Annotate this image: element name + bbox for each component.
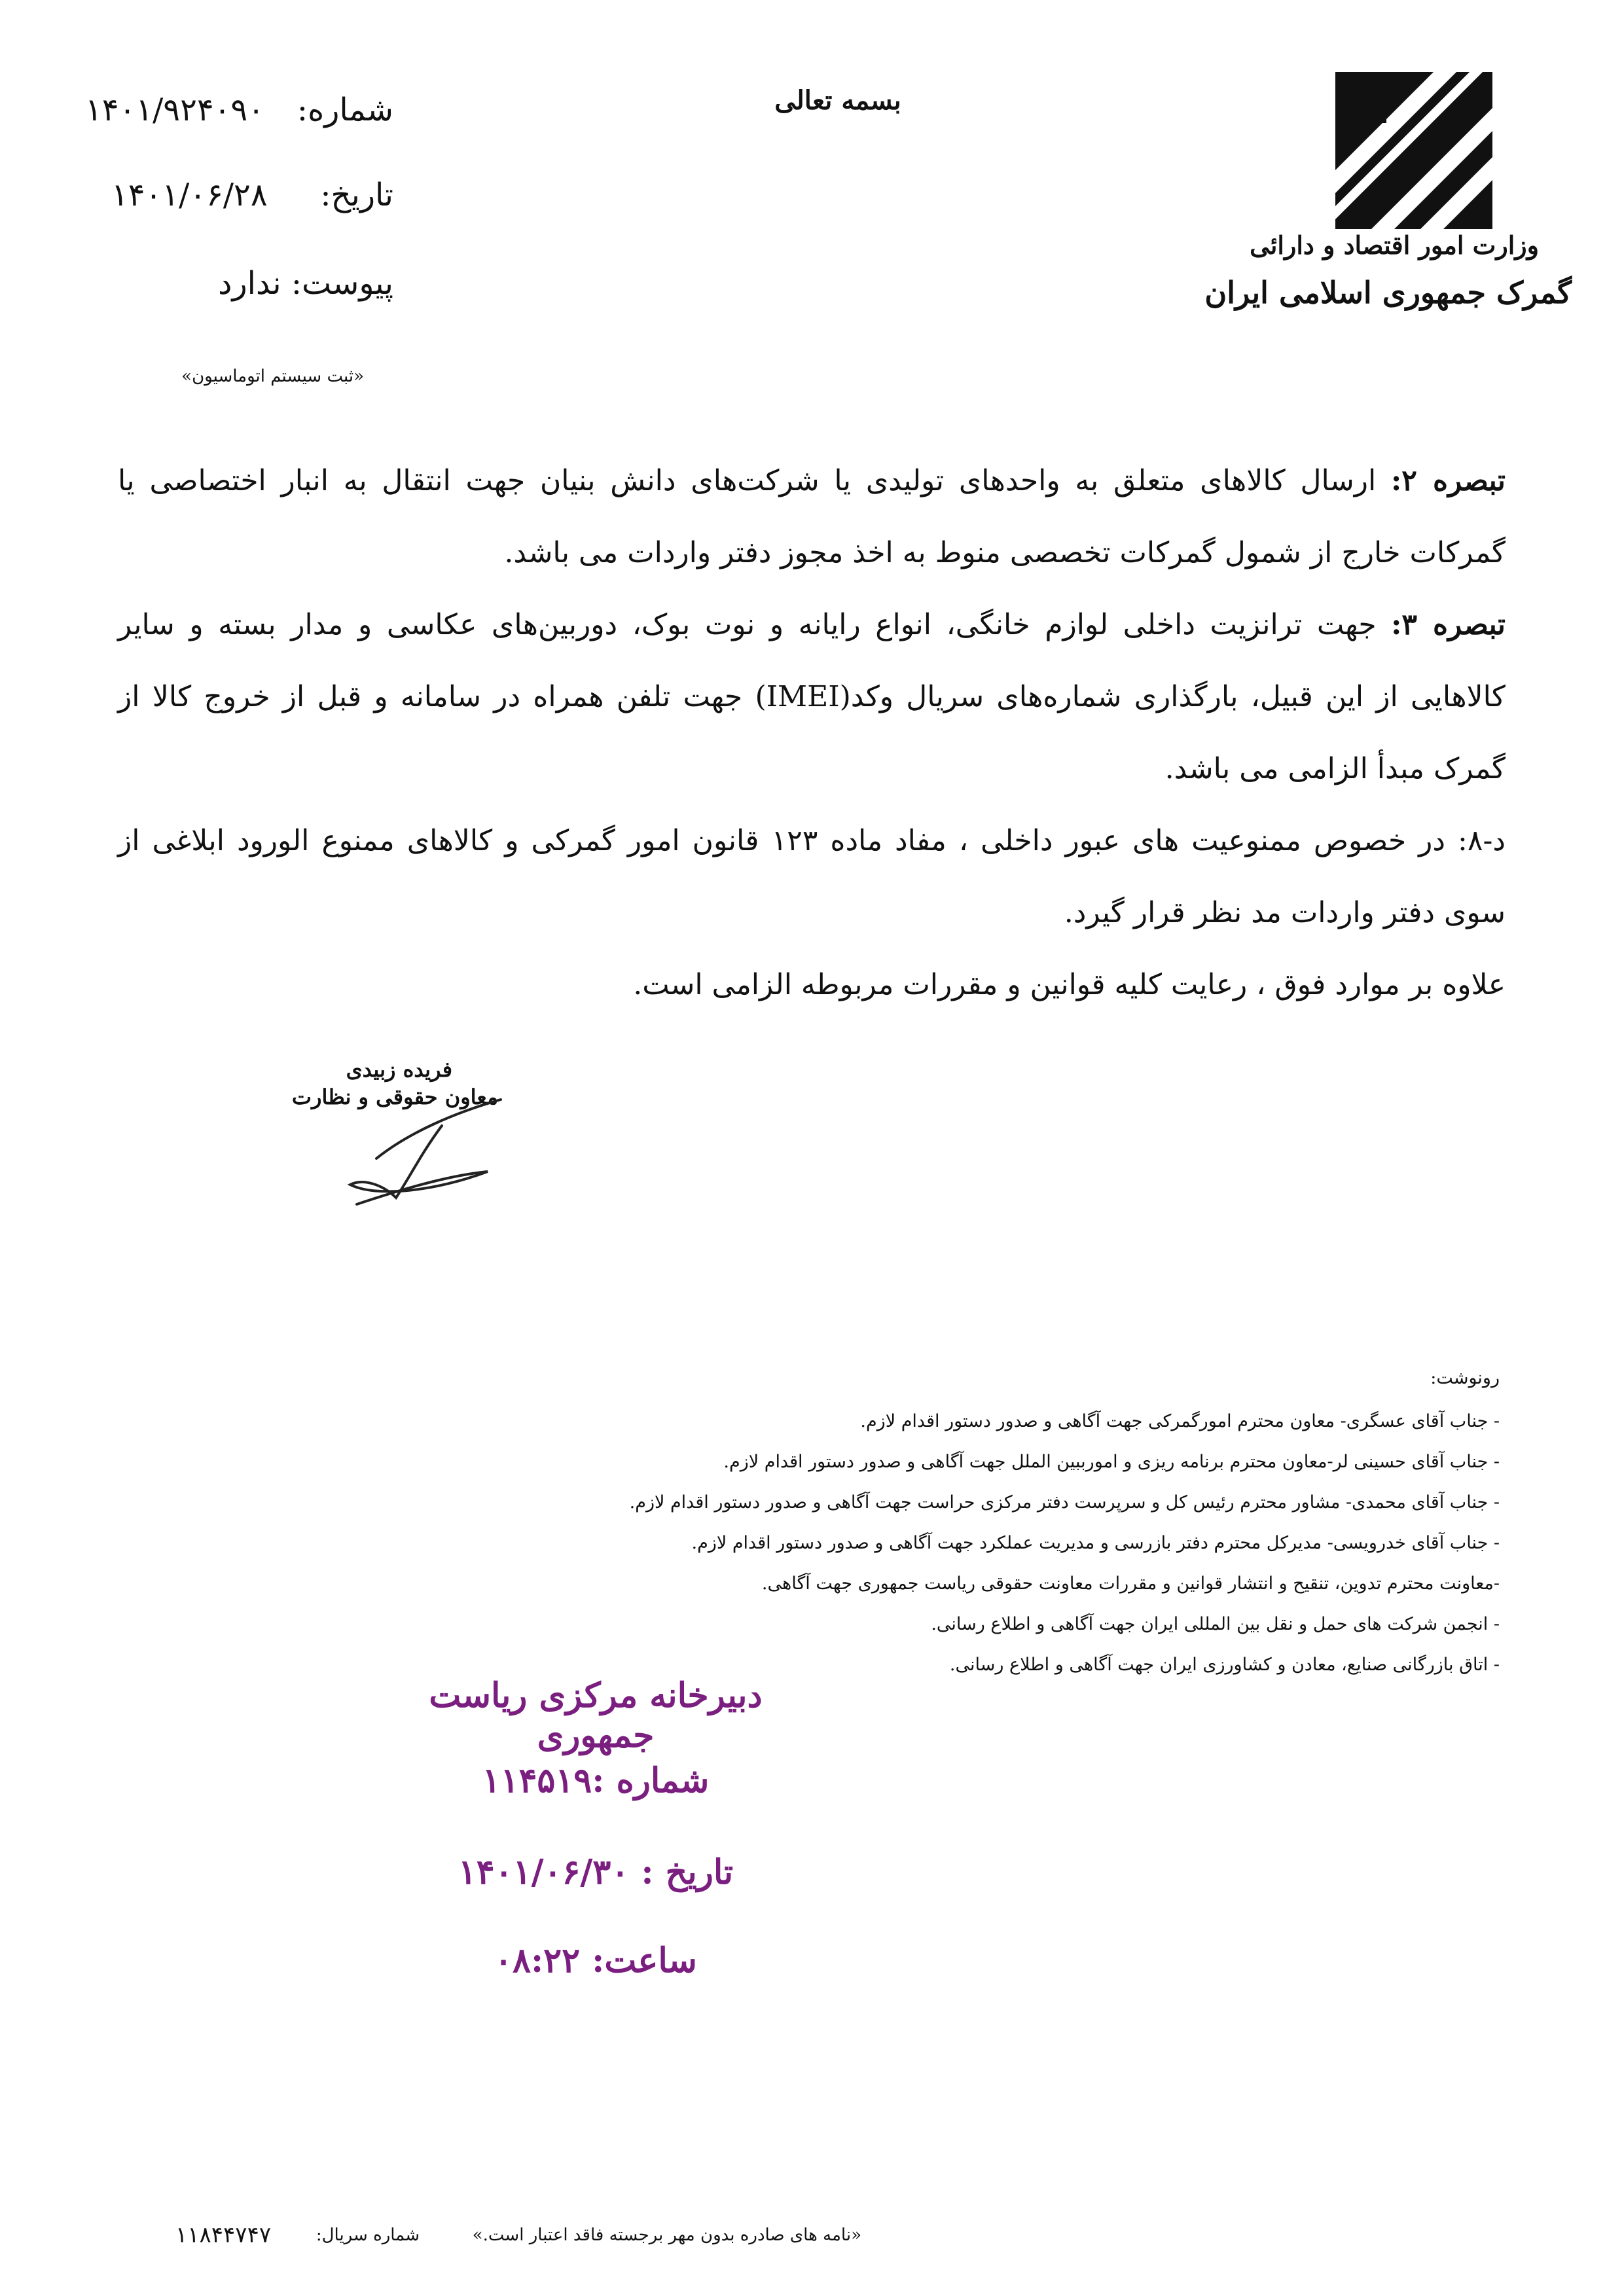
body-paragraph <box>118 949 1506 1021</box>
paragraph-text: ارسال کالاهای متعلق به واحدهای تولیدی یا شرکت‌های دانش بنیان جهت انتقال به انبار اختصاصی یا گمرکات خارج از شمول گمرکات تخصصی منوط به اخذ مجوز دفتر واردات می باشد. <box>118 464 1506 569</box>
letter-number-label: شماره: <box>297 92 393 128</box>
cc-item: -معاونت محترم تدوین، تنقیح و انتشار قوانین و مقررات معاونت حقوقی ریاست جمهوری جهت آگاهی. <box>761 1573 1500 1594</box>
customs-emblem-icon <box>1335 72 1492 229</box>
organization-name: گمرک جمهوری اسلامی ایران <box>1204 275 1572 310</box>
paragraph-lead: تبصره ۳: <box>1391 608 1506 641</box>
paragraph-text: جهت ترانزیت داخلی لوازم خانگی، انواع رایانه و نوت بوک، دوربین‌های عکاسی و مدار بسته و سایر کالاهایی از این قبیل، بارگذاری شماره‌های سریال وکد(IMEI) جهت تلفن همراه در سامانه و قبل از خروج کالا از گمرک مبدأ الزامی می باشد. <box>118 608 1506 785</box>
letter-body <box>118 445 1506 1021</box>
letter-date-value: ۱۴۰۱/۰۶/۲۸ <box>111 177 268 213</box>
invocation-heading: بسمه تعالی <box>774 85 901 116</box>
handwritten-signature-icon <box>337 1086 507 1211</box>
cc-items <box>190 1401 1500 1685</box>
signer-title: معاون حقوقی و نظارت <box>291 1085 498 1109</box>
registry-stamp-date: تاریخ : ۱۴۰۱/۰۶/۳۰ <box>458 1852 734 1892</box>
paragraph-text: علاوه بر موارد فوق ، رعایت کلیه قوانین و مقررات مربوطه الزامی است. <box>633 968 1506 1001</box>
cc-list <box>190 1368 1500 1685</box>
letter-date-label: تاریخ: <box>320 177 393 213</box>
registry-stamp-number: شماره :۱۱۴۵۱۹ <box>482 1761 710 1801</box>
cc-item: - جناب آقای حسینی لر-معاون محترم برنامه ریزی و امورببین الملل جهت آگاهی و صدور دستور اقدام لازم. <box>723 1452 1500 1472</box>
registry-stamp-title: دبیرخانه مرکزی ریاست جمهوری <box>429 1676 763 1755</box>
paragraph-lead: تبصره ۲: <box>1390 464 1506 497</box>
signer-name: فریده زبیدی <box>346 1057 452 1082</box>
registry-stamp-time: ساعت: ۰۸:۲۲ <box>494 1941 697 1981</box>
attachment-label: پیوست: ندارد <box>218 265 393 302</box>
ministry-name: وزارت امور اقتصاد و دارائی <box>1250 230 1539 260</box>
automation-note: «ثبت سیستم اتوماسیون» <box>181 367 364 386</box>
cc-item: - اتاق بازرگانی صنایع، معادن و کشاورزی ایران جهت آگاهی و اطلاع رسانی. <box>949 1655 1500 1675</box>
cc-item: - جناب آقای عسگری- معاون محترم امورگمرکی جهت آگاهی و صدور دستور اقدام لازم. <box>860 1411 1500 1431</box>
body-paragraph <box>118 589 1506 805</box>
paragraph-text: د-۸: در خصوص ممنوعیت های عبور داخلی ، مفاد ماده ۱۲۳ قانون امور گمرکی و کالاهای ممنوع الورود ابلاغی از سوی دفتر واردات مد نظر قرار گیرد. <box>118 824 1506 929</box>
body-paragraph <box>118 445 1506 589</box>
serial-number-value: ۱۱۸۴۴۷۴۷ <box>175 2222 272 2248</box>
cc-item: - جناب آقای محمدی- مشاور محترم رئیس کل و سرپرست دفتر مرکزی حراست جهت آگاهی و صدور دستور اقدام لازم. <box>629 1492 1500 1513</box>
letter-number-value: ۱۴۰۱/۹۲۴۰۹۰ <box>85 92 264 128</box>
serial-number-label: شماره سریال: <box>316 2225 420 2245</box>
footer-validity-note: «نامه های صادره بدون مهر برجسته فاقد اعتبار است.» <box>472 2225 861 2245</box>
body-paragraph <box>118 805 1506 949</box>
cc-item: - جناب آقای خدرویسی- مدیرکل محترم دفتر بازرسی و مدیریت عملکرد جهت آگاهی و صدور دستور اقدام لازم. <box>691 1533 1500 1553</box>
cc-item: - انجمن شرکت های حمل و نقل بین المللی ایران جهت آگاهی و اطلاع رسانی. <box>931 1614 1500 1634</box>
cc-title: رونوشت: <box>1430 1368 1500 1388</box>
